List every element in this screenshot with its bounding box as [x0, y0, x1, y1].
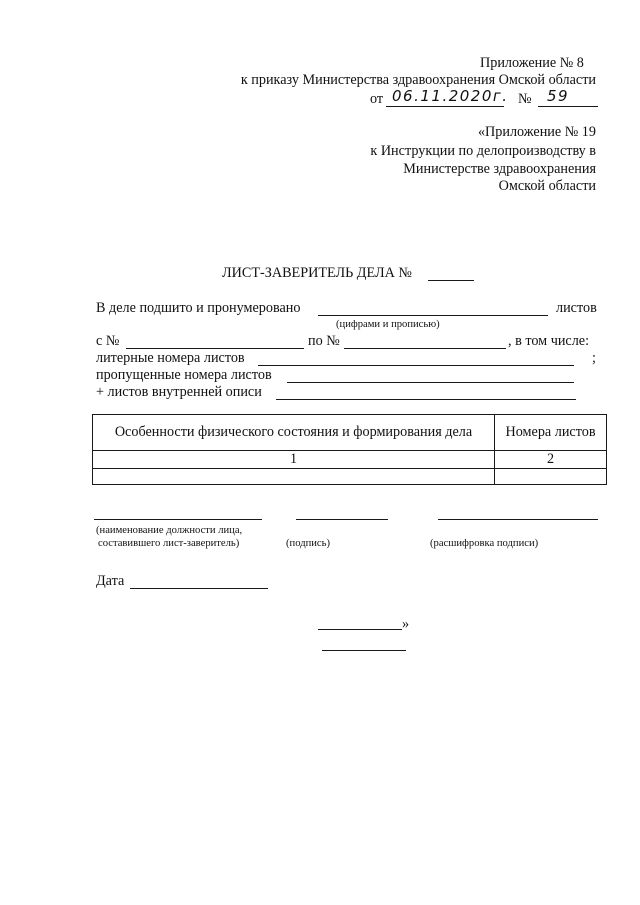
closing-line-1	[318, 629, 402, 630]
table-index-cell: 1	[93, 451, 495, 469]
instruction-line-3: Министерстве здравоохранения	[403, 161, 596, 177]
to-label: по №	[308, 333, 340, 349]
table-cell[interactable]	[93, 469, 495, 485]
table-index-cell: 2	[495, 451, 607, 469]
case-number-line	[428, 280, 474, 281]
sheet-count-line[interactable]	[318, 315, 548, 316]
letter-numbers-label: литерные номера листов	[96, 350, 245, 366]
to-number-line[interactable]	[344, 348, 506, 349]
including-label: , в том числе:	[508, 333, 590, 349]
order-number-line	[538, 106, 598, 107]
position-caption-1: (наименование должности лица,	[96, 525, 243, 536]
date-line[interactable]	[130, 588, 268, 589]
inventory-line[interactable]	[276, 399, 576, 400]
decoding-caption: (расшифровка подписи)	[430, 538, 539, 549]
inventory-label: + листов внутренней описи	[96, 384, 262, 400]
position-line[interactable]	[94, 519, 262, 520]
appendix-label: Приложение № 8	[480, 55, 584, 71]
table-header-condition: Особенности физического состояния и формирования дела	[93, 415, 495, 451]
table-header-row	[93, 415, 607, 451]
position-caption-2: составившего лист-заверитель)	[98, 538, 240, 549]
order-date-handwritten: 06.11.2020г.	[392, 87, 509, 105]
signature-line[interactable]	[296, 519, 388, 520]
closing-line-2	[322, 650, 406, 651]
letter-numbers-end: ;	[592, 350, 596, 366]
instruction-line-4: Омской области	[498, 178, 596, 194]
date-prefix: от	[370, 91, 384, 107]
signature-decoding-line[interactable]	[438, 519, 598, 520]
table-row	[93, 469, 607, 485]
from-number-line[interactable]	[126, 348, 304, 349]
from-label: с №	[96, 333, 120, 349]
signature-caption: (подпись)	[286, 538, 330, 549]
date-label: Дата	[96, 573, 125, 589]
table-index-row	[93, 451, 607, 469]
missed-numbers-label: пропущенные номера листов	[96, 367, 272, 383]
instruction-line-1: «Приложение № 19	[477, 124, 596, 140]
digits-hint: (цифрами и прописью)	[336, 319, 440, 330]
order-reference: к приказу Министерства здравоохранения Омской области	[240, 72, 596, 88]
letter-numbers-line[interactable]	[258, 365, 574, 366]
number-label: №	[518, 91, 532, 107]
closing-quote: »	[402, 616, 410, 632]
case-condition-table	[92, 414, 607, 485]
order-number-handwritten: 59	[547, 87, 570, 105]
document-title: ЛИСТ-ЗАВЕРИТЕЛЬ ДЕЛА №	[222, 265, 412, 281]
filed-label: В деле подшито и пронумеровано	[96, 300, 301, 316]
table-cell[interactable]	[495, 469, 607, 485]
missed-numbers-line[interactable]	[287, 382, 574, 383]
instruction-line-2: к Инструкции по делопроизводству в	[370, 143, 596, 159]
table-header-sheet-numbers: Номера листов	[495, 415, 607, 451]
sheets-label: листов	[556, 300, 597, 316]
order-date-line	[386, 106, 504, 107]
